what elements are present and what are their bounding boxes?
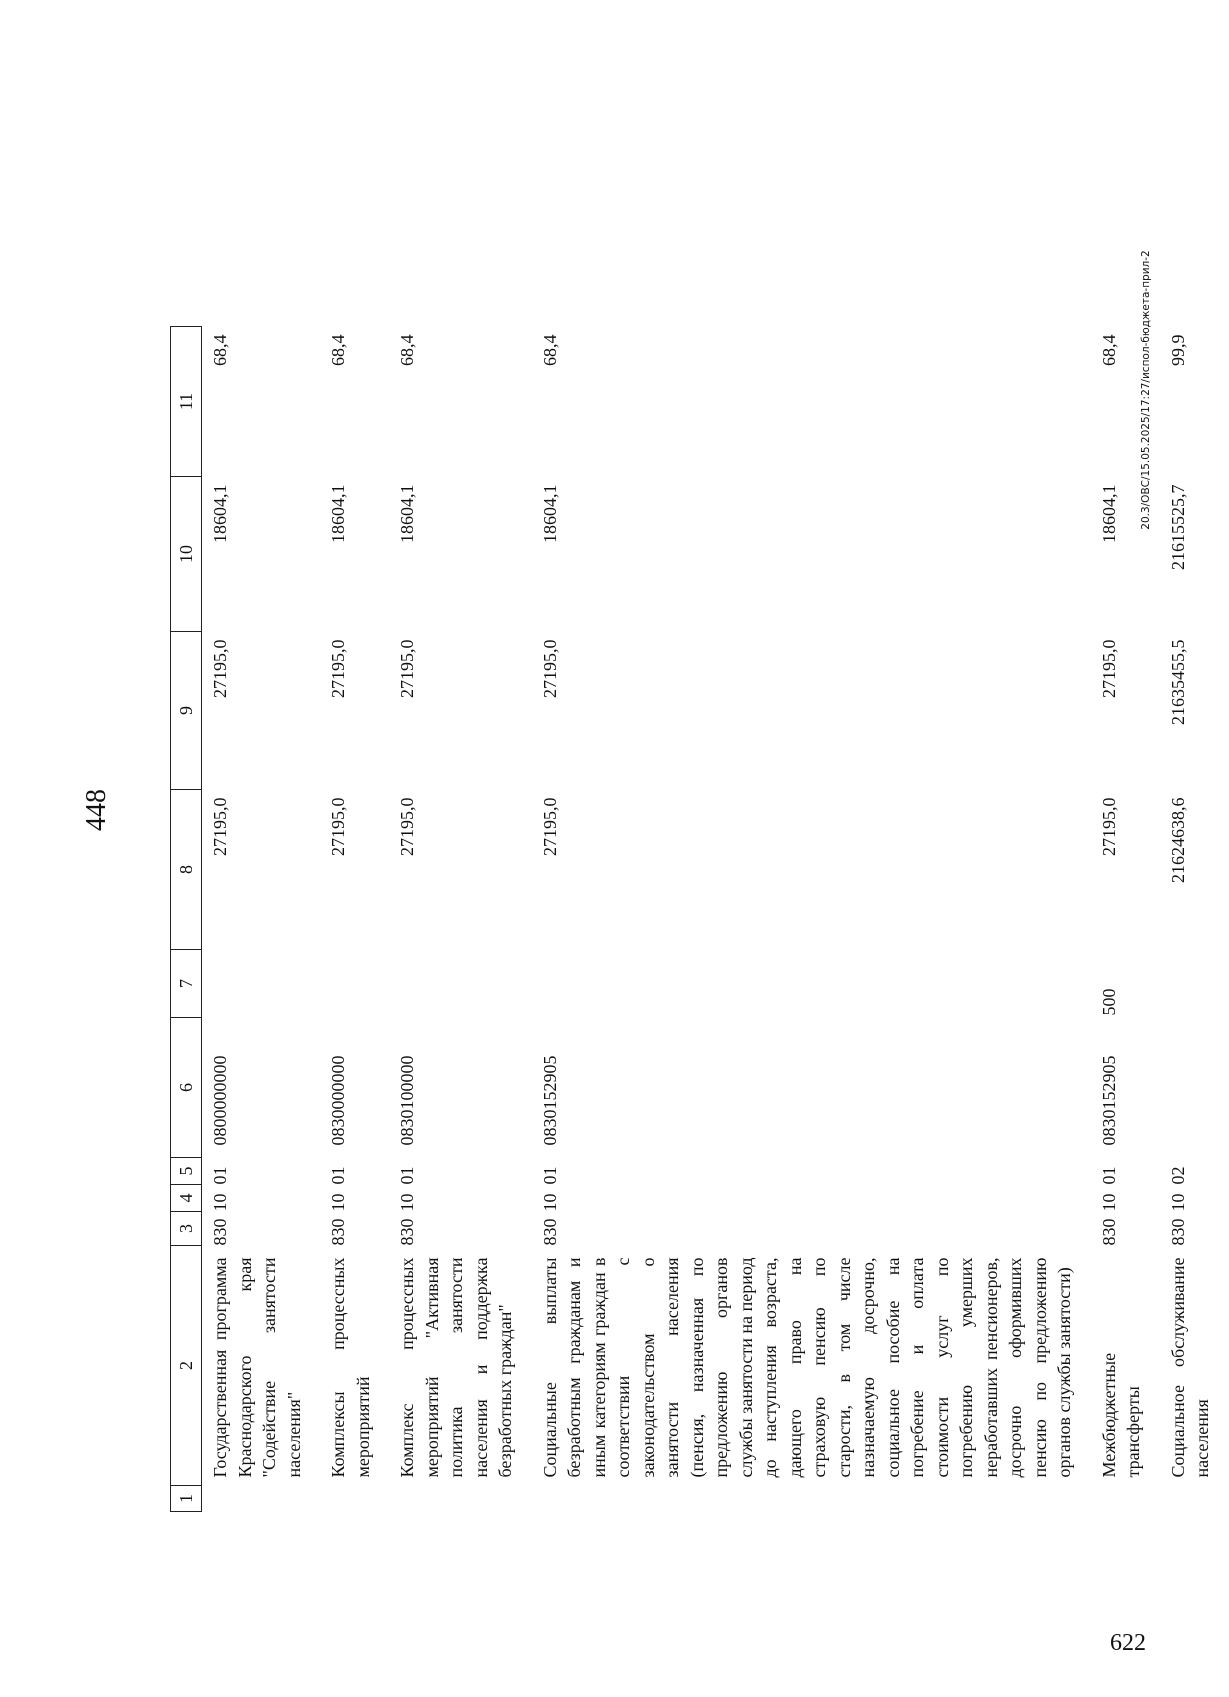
admin-code-cell: 830 [210, 1218, 230, 1246]
admin-code-cell: 830 [1098, 1218, 1119, 1246]
target-article-cell [1160, 1018, 1229, 1158]
admin-code-cell: 830 [1167, 1218, 1188, 1246]
table-row [320, 327, 389, 1512]
row-name-cell: Социальные выплаты безработным гражданам и иным категориям граждан в соответствии с законодательством о занятости населения (пенсия, назначенная по предложению органов службы занятости на период до наступления возраста, дающего право на страховую пенсию по старости, в том числе назначаемую досрочно, социальное пособие на погребение и оплата стоимости услуг по погребению умерших неработавших пенсионеров, досрочно оформивших пенсию по предложению органов службы занятости) [539, 1257, 1074, 1478]
row-name-cell: Государственная программа Краснодарского края "Содействие занятости населения" [210, 1257, 304, 1478]
section-cell: 10 [1098, 1193, 1119, 1212]
value-cell-8: 27195,0 [210, 797, 230, 856]
value-cell-8: 27195,0 [397, 797, 417, 856]
row-name-cell: Комплексы процессных мероприятий [328, 1257, 373, 1478]
percent-cell: 68,4 [210, 334, 230, 366]
target-article-cell: 0830100000 [397, 1055, 417, 1146]
target-article-cell: 0830152905 [539, 1055, 560, 1146]
row-number-cell [532, 1486, 1091, 1512]
admin-code-cell: 830 [539, 1218, 560, 1246]
header-cell: 3 [171, 1212, 202, 1246]
expense-type-cell [389, 950, 532, 1018]
value-cell-8: 27195,0 [539, 797, 560, 856]
subsection-cell: 01 [328, 1166, 348, 1185]
admin-code-cell: 830 [397, 1218, 417, 1246]
percent-cell: 99,9 [1167, 334, 1188, 366]
section-cell: 10 [397, 1193, 417, 1212]
header-cell: 11 [171, 327, 202, 477]
page-number: 448 [81, 789, 112, 831]
row-number-cell [1091, 1486, 1160, 1512]
admin-code-cell: 830 [328, 1218, 348, 1246]
value-cell-9: 27195,0 [328, 639, 348, 698]
row-number-cell [202, 1486, 321, 1512]
expense-type-cell [1160, 950, 1229, 1018]
value-cell-10: 18604,1 [328, 484, 348, 543]
expense-type-cell [320, 950, 389, 1018]
value-cell-8: 21624638,6 [1167, 797, 1188, 883]
header-cell: 1 [171, 1486, 202, 1512]
expense-type-cell: 500 [1098, 988, 1119, 1016]
header-cell: 2 [171, 1246, 202, 1486]
table-header-row [171, 327, 202, 1512]
table-row [532, 327, 1091, 1512]
table-row [1160, 327, 1229, 1512]
target-article-cell: 0830152905 [1098, 1055, 1119, 1146]
subsection-cell: 01 [210, 1166, 230, 1185]
subsection-cell: 01 [539, 1166, 560, 1185]
rotated-table-wrapper [170, 326, 1229, 1512]
subsection-cell: 01 [397, 1166, 417, 1185]
budget-table [170, 326, 1229, 1512]
sheet-number: 622 [1110, 1630, 1146, 1656]
row-name-cell: Комплекс процессных мероприятий "Активная политика занятости населения и поддержка безработных граждан" [397, 1257, 515, 1478]
table-row [202, 327, 321, 1512]
value-cell-10: 18604,1 [397, 484, 417, 543]
table-row [389, 327, 532, 1512]
header-cell: 7 [171, 950, 202, 1018]
row-name-cell: Социальное обслуживание населения [1167, 1257, 1212, 1478]
percent-cell: 68,4 [328, 334, 348, 366]
value-cell-9: 27195,0 [210, 639, 230, 698]
row-number-cell [389, 1486, 532, 1512]
value-cell-9: 27195,0 [1098, 639, 1119, 698]
row-number-cell [1160, 1486, 1229, 1512]
header-cell: 10 [171, 477, 202, 632]
percent-cell: 68,4 [397, 334, 417, 366]
value-cell-10: 21615525,7 [1167, 484, 1188, 570]
header-cell: 8 [171, 790, 202, 950]
section-cell: 10 [210, 1193, 230, 1212]
header-cell: 4 [171, 1185, 202, 1212]
value-cell-8: 27195,0 [1098, 797, 1119, 856]
expense-type-cell [202, 950, 321, 1018]
expense-type-cell [532, 950, 1091, 1018]
value-cell-10: 18604,1 [210, 484, 230, 543]
value-cell-10: 18604,1 [1098, 484, 1119, 543]
subsection-cell: 01 [1098, 1166, 1119, 1185]
value-cell-9: 21635455,5 [1167, 639, 1188, 725]
row-name-cell: Межбюджетные трансферты [1098, 1352, 1143, 1478]
header-cell: 6 [171, 1018, 202, 1158]
target-article-cell: 0830000000 [328, 1055, 348, 1146]
value-cell-9: 27195,0 [397, 639, 417, 698]
document-side-code: 20.3/ОВС/15.05.2025/17:27/испол-бюджета-прил-2 [1140, 250, 1152, 530]
section-cell: 10 [1167, 1193, 1188, 1212]
percent-cell: 68,4 [539, 334, 560, 366]
subsection-cell: 02 [1167, 1166, 1188, 1185]
header-cell: 9 [171, 632, 202, 790]
section-cell: 10 [539, 1193, 560, 1212]
value-cell-9: 27195,0 [539, 639, 560, 698]
value-cell-10: 18604,1 [539, 484, 560, 543]
section-cell: 10 [328, 1193, 348, 1212]
header-cell: 5 [171, 1158, 202, 1185]
value-cell-8: 27195,0 [328, 797, 348, 856]
target-article-cell: 0800000000 [210, 1055, 230, 1146]
percent-cell: 68,4 [1098, 334, 1119, 366]
row-number-cell [320, 1486, 389, 1512]
